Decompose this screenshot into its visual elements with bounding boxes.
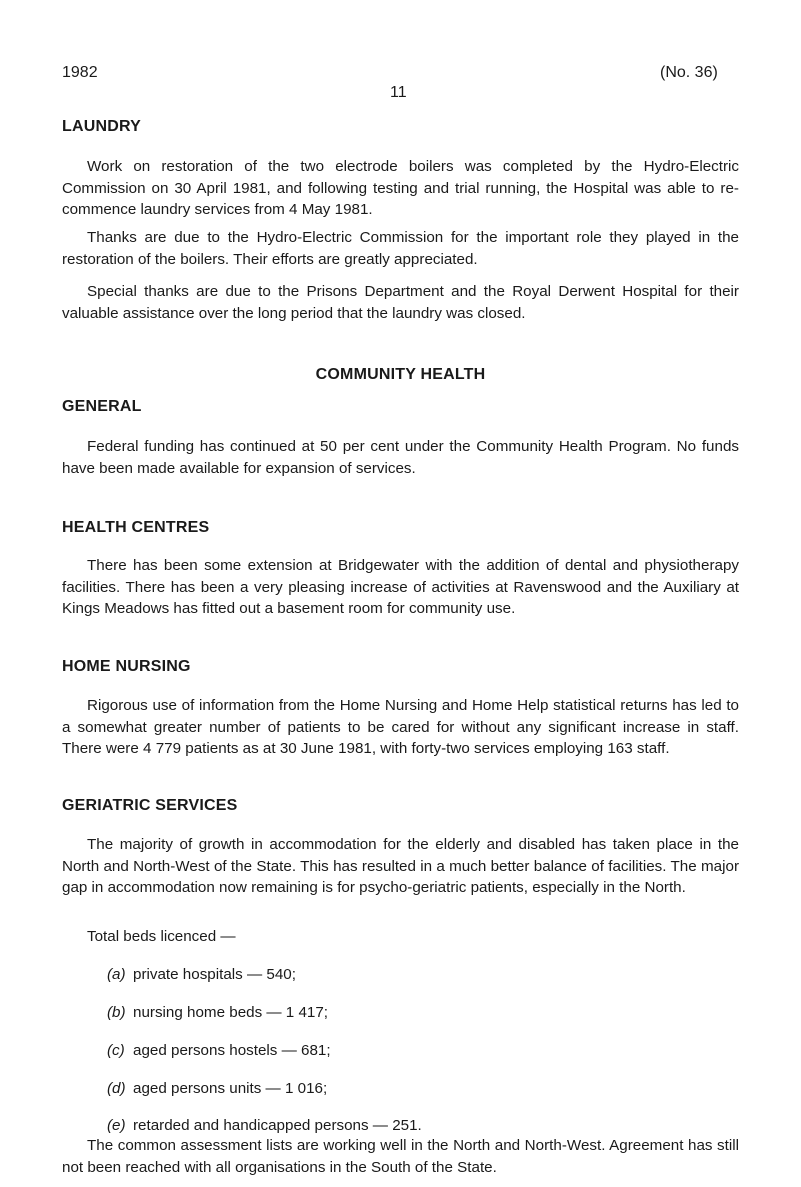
geriatric-paragraph-text: The majority of growth in accommodation for the elderly and disabled has taken place in the North and North-West of the State. This has resulted in a much better balance of facilities. The major gap in accommodation now remaining is for psycho-geriatric patients, especially in the North. (62, 836, 739, 897)
general-paragraph (62, 436, 739, 479)
laundry-paragraph-2-text: Thanks are due to the Hydro-Electric Commission for the important role they played in the restoration of the boilers. Their efforts are greatly appreciated. (62, 229, 739, 268)
general-paragraph-text: Federal funding has continued at 50 per cent under the Community Health Program. No funds have been made available for expansion of services. (62, 438, 739, 477)
section-title-community-health: COMMUNITY HEALTH (315, 366, 486, 383)
list-item-marker: (e) (107, 1117, 126, 1134)
geriatric-closing-text: The common assessment lists are working well in the North and North-West. Agreement has still not been reached with all organisations in the South of the State. (62, 1137, 739, 1176)
laundry-paragraph-1-text: Work on restoration of the two electrode boilers was completed by the Hydro-Electric Commission on 30 April 1981, and following testing and trial running, the Hospital was able to re-commence laundry services from 4 May 1981. (62, 158, 739, 219)
list-item-text: aged persons units — 1 016; (133, 1080, 328, 1097)
list-item-text: aged persons hostels — 681; (133, 1042, 331, 1059)
heading-home-nursing: HOME NURSING (62, 658, 191, 675)
geriatric-paragraph (62, 834, 739, 899)
health-centres-paragraph-text: There has been some extension at Bridgewater with the addition of dental and physiotherapy facilities. There has been a very pleasing increase of activities at Ravenswood and the Auxiliary at Kings Meadows has fitted out a basement room for community use. (62, 557, 739, 618)
health-centres-paragraph (62, 555, 739, 620)
list-item-marker: (c) (107, 1042, 125, 1059)
list-item-text: private hospitals — 540; (133, 966, 296, 983)
geriatric-closing-paragraph (62, 1135, 739, 1178)
list-item (107, 966, 296, 983)
list-item-marker: (d) (107, 1080, 126, 1097)
page-number: 11 (390, 84, 407, 101)
heading-health-centres: HEALTH CENTRES (62, 519, 210, 536)
laundry-paragraph-3-text: Special thanks are due to the Prisons Department and the Royal Derwent Hospital for their valuable assistance over the long period that the laundry was closed. (62, 283, 739, 322)
home-nursing-paragraph (62, 695, 739, 760)
list-item (107, 1042, 331, 1059)
heading-general: GENERAL (62, 398, 142, 415)
heading-geriatric-services: GERIATRIC SERVICES (62, 797, 238, 814)
list-item-text: nursing home beds — 1 417; (133, 1004, 329, 1021)
list-intro: Total beds licenced — (87, 928, 236, 945)
document-number: (No. 36) (660, 64, 718, 81)
laundry-paragraph-3 (62, 281, 739, 324)
laundry-paragraph-2 (62, 227, 739, 270)
list-item-marker: (b) (107, 1004, 126, 1021)
home-nursing-paragraph-text: Rigorous use of information from the Home Nursing and Home Help statistical returns has led to a somewhat greater number of patients to be cared for without any significant increase in staff. There were 4 779 patients as at 30 June 1981, with forty-two services employing 163 staff. (62, 697, 739, 758)
list-item-text: retarded and handicapped persons — 251. (133, 1117, 422, 1134)
laundry-paragraph-1 (62, 156, 739, 221)
heading-laundry: LAUNDRY (62, 118, 142, 135)
list-item (107, 1080, 327, 1097)
list-item-marker: (a) (107, 966, 126, 983)
list-item (107, 1117, 422, 1134)
list-item (107, 1004, 328, 1021)
header-year: 1982 (62, 64, 98, 81)
